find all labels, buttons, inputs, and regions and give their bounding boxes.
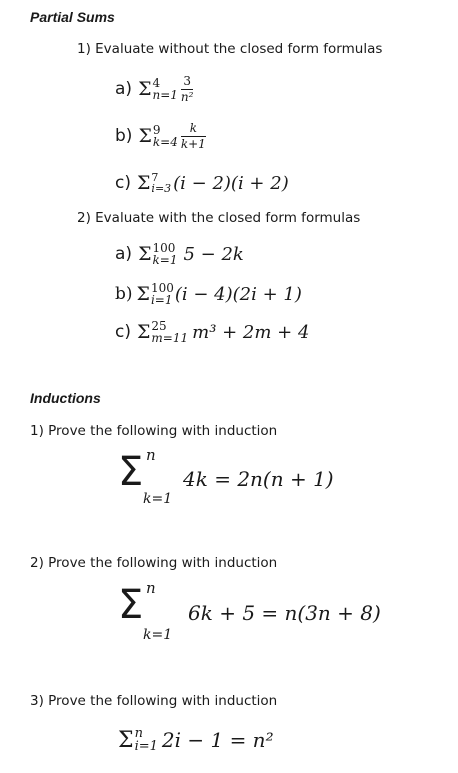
p3-upper: n <box>134 726 143 741</box>
q2c-lower: m=11 <box>151 331 189 345</box>
q1a-fraction <box>181 75 194 103</box>
sigma-icon: Σ <box>136 283 150 305</box>
q2a-expression <box>115 236 244 272</box>
q2a-label: a) <box>115 244 133 264</box>
q1c-summand: (i − 2)(i + 2) <box>173 172 289 194</box>
p3-limits <box>135 727 158 753</box>
sigma-icon: Σ <box>138 243 152 265</box>
q2a-lower: k=1 <box>152 253 178 267</box>
q1b-label: b) <box>115 126 133 146</box>
q2a-summand: 5 − 2k <box>183 243 244 265</box>
q2b-upper: 100 <box>150 281 174 295</box>
q1a-denominator: n² <box>180 89 194 104</box>
q2c-limits <box>151 320 188 344</box>
q1b-lower: k=4 <box>152 135 178 149</box>
q1b-numerator: k <box>181 122 206 137</box>
sigma-icon: Σ <box>118 582 144 628</box>
p1-instruction: 1) Prove the following with induction <box>30 423 278 439</box>
p2-equation <box>118 577 438 649</box>
p3-statement: 2i − 1 = n² <box>161 728 274 752</box>
q2c-expression <box>115 314 309 350</box>
q1b-fraction <box>181 122 206 150</box>
q1a-upper: 4 <box>152 76 161 90</box>
p1-statement: 4k = 2n(n + 1) <box>183 467 334 491</box>
q1c-upper: 7 <box>151 171 159 184</box>
p3-lower: i=1 <box>134 739 158 754</box>
p3-instruction: 3) Prove the following with induction <box>30 693 278 709</box>
q2b-expression <box>115 276 302 312</box>
p2-statement: 6k + 5 = n(3n + 8) <box>188 601 381 625</box>
p3-equation <box>118 720 274 760</box>
q1b-upper: 9 <box>152 123 161 137</box>
q1c-expression <box>115 166 289 200</box>
p2-upper: n <box>146 579 156 597</box>
q2c-upper: 25 <box>151 319 167 333</box>
sigma-icon: Σ <box>138 125 152 147</box>
sigma-icon: Σ <box>138 78 152 100</box>
q2b-summand: (i − 4)(2i + 1) <box>174 283 302 305</box>
q1b-denominator: k+1 <box>180 136 206 151</box>
q2c-label: c) <box>115 322 131 342</box>
q1c-lower: i=3 <box>151 182 172 195</box>
q2a-limits <box>153 242 178 266</box>
q1b-expression <box>115 115 206 157</box>
q1c-limits <box>151 172 171 194</box>
section-heading-partial-sums: Partial Sums <box>30 9 115 25</box>
p1-equation <box>118 444 378 514</box>
q2c-summand: m³ + 2m + 4 <box>192 321 310 343</box>
q1a-expression <box>115 68 193 110</box>
q2b-label: b) <box>115 284 133 304</box>
q1b-limits <box>153 124 178 148</box>
q2a-upper: 100 <box>152 241 176 255</box>
q1a-lower: n=1 <box>152 88 178 102</box>
q2-instruction: 2) Evaluate with the closed form formulas <box>77 210 361 226</box>
p1-lower: k=1 <box>143 491 173 507</box>
sigma-icon: Σ <box>136 321 151 343</box>
p2-instruction: 2) Prove the following with induction <box>30 555 278 571</box>
q2b-lower: i=1 <box>150 293 173 307</box>
p2-lower: k=1 <box>143 627 173 643</box>
q2b-limits <box>151 282 174 306</box>
section-heading-inductions: Inductions <box>30 390 101 406</box>
p1-upper: n <box>146 446 156 464</box>
sigma-icon: Σ <box>136 172 151 194</box>
q1a-limits <box>153 77 178 101</box>
q1a-label: a) <box>115 79 133 99</box>
q1a-numerator: 3 <box>181 75 194 90</box>
sigma-icon: Σ <box>118 449 144 495</box>
q1c-label: c) <box>115 173 131 193</box>
sigma-icon: Σ <box>118 727 134 753</box>
q1-instruction: 1) Evaluate without the closed form formulas <box>77 41 383 57</box>
